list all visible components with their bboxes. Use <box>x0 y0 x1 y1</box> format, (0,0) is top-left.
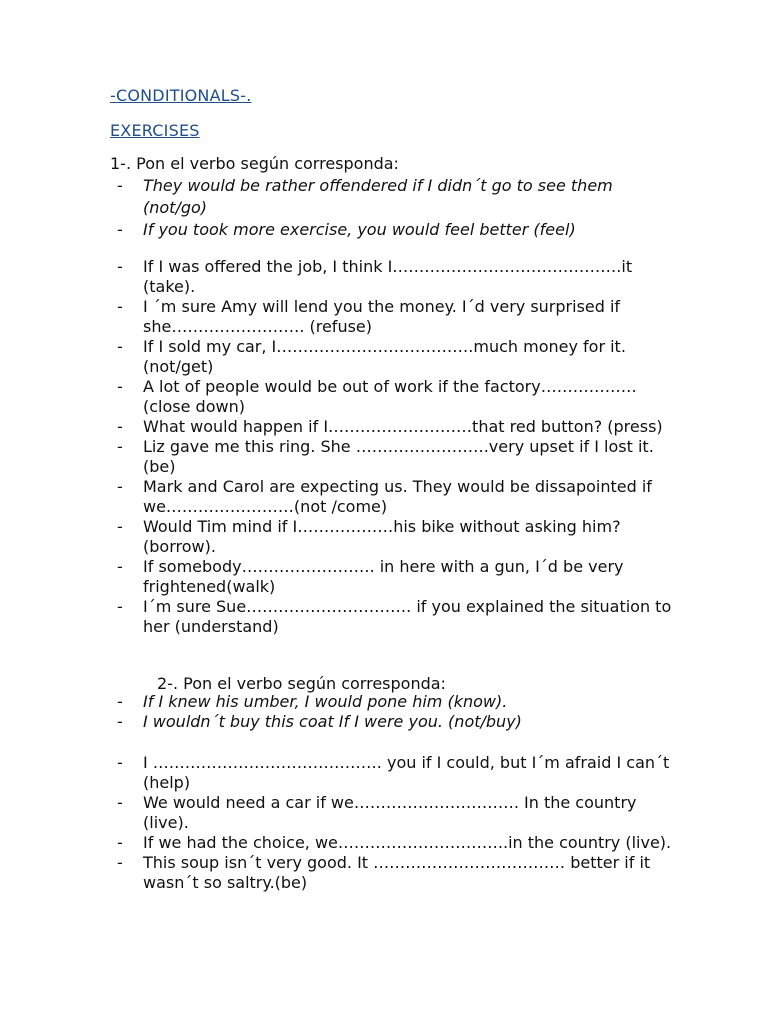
bullet-dash: - <box>117 337 123 356</box>
exercise-item <box>117 793 677 833</box>
exercise-text: I´m sure Sue…………………………. if you explained the situation to her (understand) <box>143 597 672 636</box>
section2-instruction: 2-. Pon el verbo según corresponda: <box>157 674 446 693</box>
exercise-item <box>117 753 677 793</box>
exercise-text: Mark and Carol are expecting us. They would be dissapointed if we……………………(not /come) <box>143 477 652 516</box>
bullet-dash: - <box>117 833 123 852</box>
bullet-dash: - <box>117 297 123 316</box>
bullet-dash: - <box>117 517 123 536</box>
example-text: If I knew his umber, I would pone him (know). <box>143 692 508 711</box>
section1-exercise-list <box>117 257 677 637</box>
exercise-text: This soup isn´t very good. It ……………………………… better if it wasn´t so saltry.(be) <box>143 853 651 892</box>
bullet-dash: - <box>117 753 123 772</box>
example-item <box>117 692 677 712</box>
document-title: -CONDITIONALS-. <box>110 86 252 105</box>
section1-instruction: 1-. Pon el verbo según corresponda: <box>110 154 399 173</box>
exercise-item <box>117 477 677 517</box>
bullet-dash: - <box>117 712 123 731</box>
bullet-dash: - <box>117 417 123 436</box>
exercise-text: If I sold my car, I……………………………….much money for it. (not/get) <box>143 337 626 376</box>
example-item <box>117 712 677 732</box>
exercise-item <box>117 437 677 477</box>
exercise-text: We would need a car if we…………………………. In the country (live). <box>143 793 637 832</box>
exercise-text: I ……………………………………. you if I could, but I´m afraid I can´t (help) <box>143 753 670 792</box>
bullet-dash: - <box>117 377 123 396</box>
bullet-dash: - <box>117 692 123 711</box>
exercise-text: If somebody……………………. in here with a gun, I´d be very frightened(walk) <box>143 557 624 596</box>
exercise-item <box>117 833 677 853</box>
bullet-dash: - <box>117 597 123 616</box>
exercise-item <box>117 597 677 637</box>
exercise-item <box>117 377 677 417</box>
example-item <box>117 175 677 219</box>
exercise-item <box>117 557 677 597</box>
bullet-dash: - <box>117 220 123 239</box>
exercise-item <box>117 337 677 377</box>
exercise-item <box>117 853 677 893</box>
exercise-text: Liz gave me this ring. She …………………….very upset if I lost it.(be) <box>143 437 654 476</box>
exercise-text: What would happen if I………………………that red button? (press) <box>143 417 663 436</box>
exercise-text: If we had the choice, we…………………………..in the country (live). <box>143 833 672 852</box>
bullet-dash: - <box>117 557 123 576</box>
exercise-item <box>117 417 677 437</box>
section1-examples <box>117 175 677 241</box>
example-item <box>117 219 677 241</box>
section2-exercise-list <box>117 753 677 893</box>
bullet-dash: - <box>117 437 123 456</box>
bullet-dash: - <box>117 853 123 872</box>
exercise-text: A lot of people would be out of work if the factory………………(close down) <box>143 377 637 416</box>
exercise-text: If I was offered the job, I think I…………………………………….it (take). <box>143 257 633 296</box>
exercises-heading: EXERCISES <box>110 121 200 140</box>
section2-examples <box>117 692 677 732</box>
example-text: They would be rather offendered if I didn´t go to see them (not/go) <box>143 176 613 217</box>
example-text: If you took more exercise, you would feel better (feel) <box>143 220 576 239</box>
bullet-dash: - <box>117 176 123 195</box>
exercise-item <box>117 297 677 337</box>
bullet-dash: - <box>117 477 123 496</box>
example-text: I wouldn´t buy this coat If I were you. (not/buy) <box>143 712 522 731</box>
bullet-dash: - <box>117 257 123 276</box>
exercise-text: Would Tim mind if I………………his bike without asking him?(borrow). <box>143 517 621 556</box>
exercise-item <box>117 257 677 297</box>
bullet-dash: - <box>117 793 123 812</box>
exercise-item <box>117 517 677 557</box>
exercise-text: I ´m sure Amy will lend you the money. I´d very surprised if she……………………. (refuse) <box>143 297 621 336</box>
